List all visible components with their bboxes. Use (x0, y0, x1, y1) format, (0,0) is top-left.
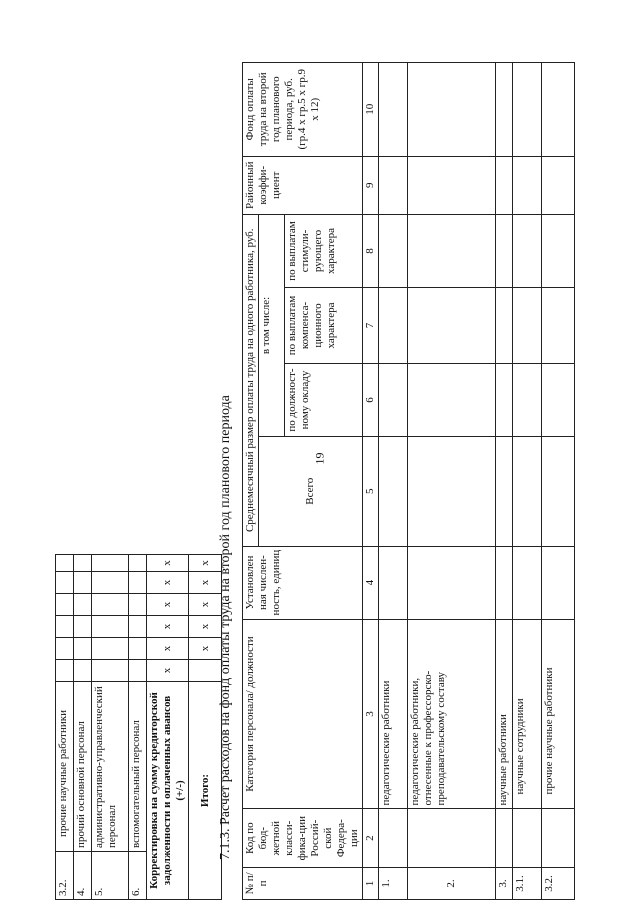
total-row: Итого: х х х х х (189, 555, 222, 900)
correction-row: Корректировка на сумму кредиторской задолженности и оплаченных авансов (+/-) х х х х х х (147, 555, 189, 900)
header-stim: по выплатам стимули-рующего характера (285, 214, 363, 287)
header-comp: по выплатам компенса-ционного характера (285, 288, 363, 364)
column-number-row: 1 2 3 4 5 6 7 8 9 10 (363, 63, 379, 900)
header-incl: в том числе: (259, 214, 285, 436)
table-row: 3.1. научные сотрудники (513, 63, 542, 900)
table-row: 1. педагогические работники (379, 63, 408, 900)
table-row: 6. вспомогательный персонал (129, 555, 147, 900)
header-fund: Фонд оплаты труда на второй год планового периода, руб. (гр.4 х гр.5 х гр.9 х 12) (243, 63, 363, 157)
header-regional: Районный коэффи-циент (243, 156, 363, 214)
table-row: 4. прочий основной персонал (74, 555, 92, 900)
header-num: № п/п (243, 867, 363, 899)
table-row: 3.2. прочие научные работники (542, 63, 575, 900)
table-row: 2. педагогические работники, отнесенные к профессорско-преподавательскому составу (408, 63, 496, 900)
header-avg: Среднемесячный размер оплаты труда на одного работника, руб. (243, 214, 259, 546)
page-number: 19 (312, 452, 327, 465)
table-row: 5. административно-управленческий персонал (92, 555, 129, 900)
continued-table (55, 555, 222, 900)
table-row: 3.2. прочие научные работники (56, 555, 74, 900)
section-heading: 7.1.3. Расчет расходов на фонд оплаты труда на второй год планового периода (218, 395, 233, 860)
header-salary: по должност-ному окладу (285, 363, 363, 436)
header-total: Всего (259, 437, 363, 547)
table-row: 3. научные работники (496, 63, 513, 900)
header-category: Категория персонала/ должности (243, 619, 363, 809)
header-code: Код по бюд-жетной класси-фика-ции Россий-ской Федера-ции (243, 809, 363, 867)
payroll-table (242, 62, 575, 900)
header-staff: Установлен ная числен-ность, единиц (243, 546, 363, 619)
